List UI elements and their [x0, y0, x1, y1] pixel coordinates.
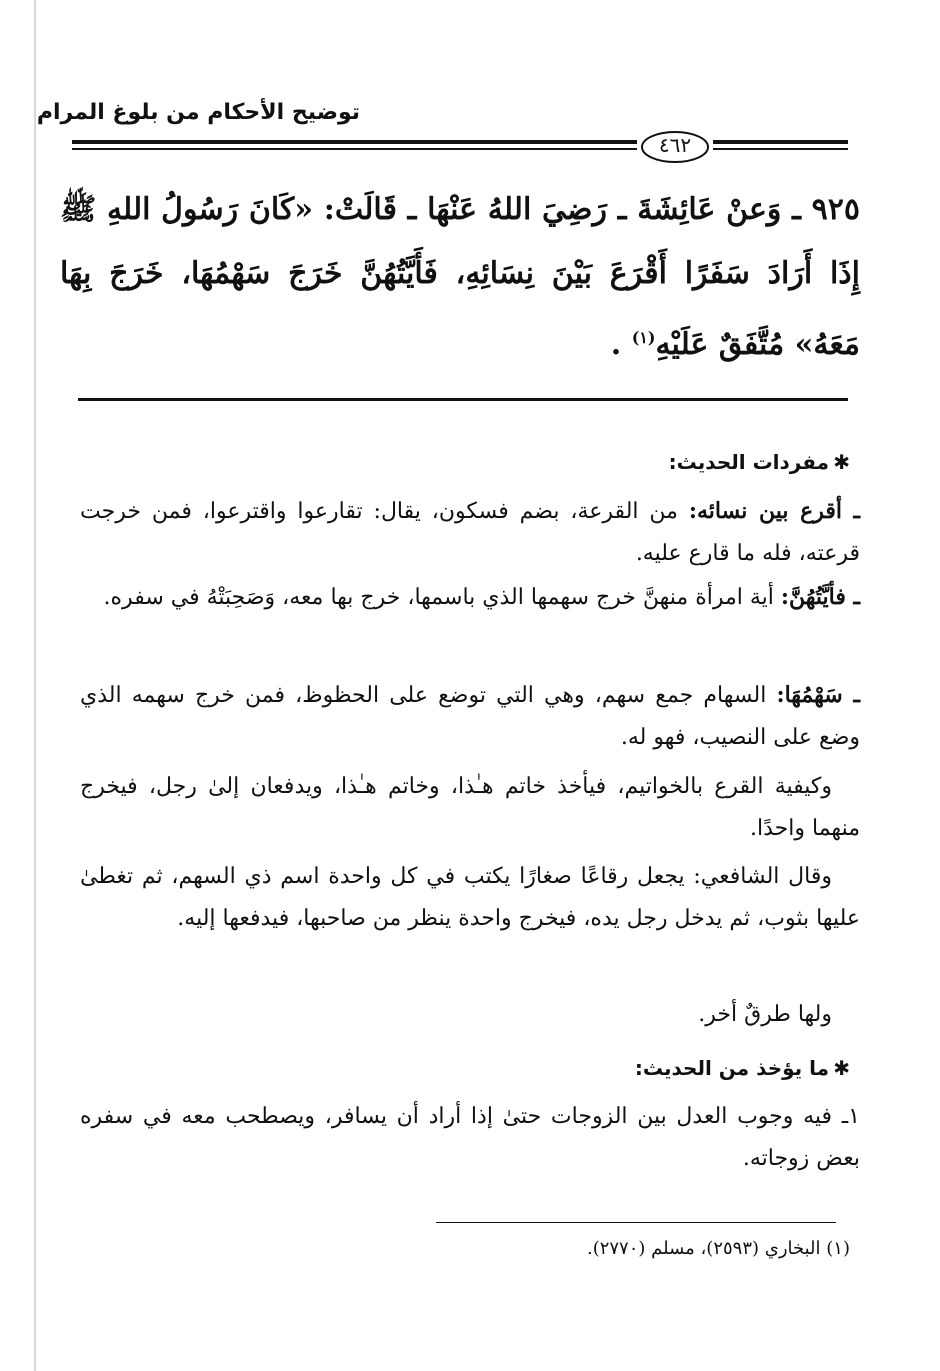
hadith-text-block	[60, 178, 860, 377]
section-divider	[78, 398, 848, 401]
asterisk-icon: ✱	[833, 450, 850, 474]
lesson-item-1: ١ـ فيه وجوب العدل بين الزوجات حتىٰ إذا أراد أن يسافر، ويصطحب معه في سفره بعض زوجاته.	[80, 1104, 860, 1171]
vocab-paragraph-3: ولها طرقٌ أخر.	[698, 1002, 832, 1027]
vocab-paragraph-1: وكيفية القرع بالخواتيم، فيأخذ خاتم هـٰذا، وخاتم هـٰذا، ويدفعان إلىٰ رجل، فيخرج منهما واحدًا.	[80, 774, 860, 841]
footnote-1: (١) البخاري (٢٥٩٣)، مسلم (٢٧٧٠).	[586, 1238, 850, 1259]
footnote-rule	[436, 1222, 836, 1223]
header-rule-right-thick	[713, 140, 848, 144]
header-rule-left-thin	[72, 148, 637, 150]
hadith-number: ٩٢٥	[811, 192, 860, 227]
header-rule-left-thick	[72, 140, 637, 144]
page-number-badge	[640, 130, 710, 164]
vocab-heading-text: مفردات الحديث:	[668, 450, 830, 474]
vocab-term-3: ـ سَهْمُهَا:	[776, 682, 860, 708]
vocab-entry-1	[80, 490, 860, 575]
vocab-entry-3	[80, 674, 860, 759]
page-number: ٤٦٢	[658, 133, 692, 157]
vocab-term-1: ـ أقرع بين نسائه:	[688, 498, 860, 524]
header-rule-right-thin	[713, 148, 848, 150]
asterisk-icon: ✱	[833, 1056, 850, 1080]
vocab-definition-1: من القرعة، بضم فسكون، يقال: تقارعوا واقترعوا، فمن خرجت قرعته، فله ما قارع عليه.	[80, 499, 860, 566]
scan-edge-line	[34, 0, 36, 1371]
lessons-heading-text: ما يؤخذ من الحديث:	[634, 1056, 830, 1080]
vocab-definition-3: السهام جمع سهم، وهي التي توضع على الحظوظ، فمن خرج سهمه الذي وضع على النصيب، فهو له.	[80, 683, 860, 750]
running-header-title: توضيح الأحكام من بلوغ المرام	[36, 100, 360, 125]
vocab-term-2: ـ فأيَّتُهُنَّ:	[780, 584, 860, 610]
vocab-definition-2: أية امرأة منهنَّ خرج سهمها الذي باسمها، خرج بها معه، وَصَحِبَتْهُ في سفره.	[103, 585, 781, 610]
hadith-end: .	[610, 327, 632, 362]
vocab-paragraph-2: وقال الشافعي: يجعل رقاعًا صغارًا يكتب في كل واحدة اسم ذي السهم، ثم تغطىٰ عليها بثوب، ثم يدخل رجل يده، فيخرج واحدة ينظر من صاحبها، فيدفعها إليه.	[80, 864, 860, 931]
vocab-entry-2	[80, 576, 860, 619]
hadith-footnote-ref: (١)	[631, 328, 656, 347]
vocab-heading	[669, 450, 850, 474]
lessons-heading	[635, 1056, 850, 1080]
hadith-body: ـ وَعنْ عَائِشَةَ ـ رَضِيَ اللهُ عَنْهَا ـ قَالَتْ: «كَانَ رَسُولُ اللهِ ﷺ إِذَا أَرَادَ سَفَرًا أَقْرَعَ بَيْنَ نِسَائِهِ، فَأَيَّتُهُنَّ خَرَجَ سَهْمُهَا، خَرَجَ بِهَا مَعَهُ» مُتَّفَقٌ عَلَيْهِ	[60, 192, 860, 362]
